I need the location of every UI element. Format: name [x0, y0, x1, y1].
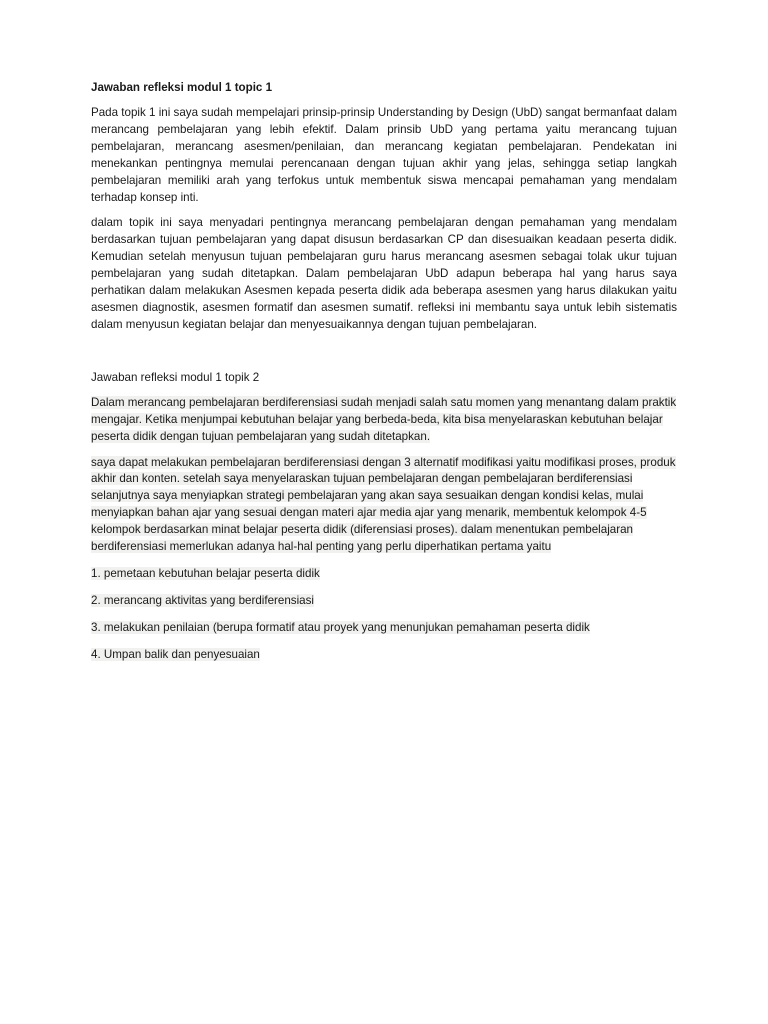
list-item-2-text: 2. merancang aktivitas yang berdiferensiasi [91, 593, 314, 607]
list-item-4-text: 4. Umpan balik dan penyesuaian [91, 647, 260, 661]
section2-paragraph-1-text: Dalam merancang pembelajaran berdiferensiasi sudah menjadi salah satu momen yang menantang dalam praktik mengajar. Ketika menjumpai kebutuhan belajar yang berbeda-beda, kita bisa menyelaraskan kebutuhan belajar peserta didik dengan tujuan pembelajaran yang sudah ditetapkan. [91, 395, 677, 443]
document-page [91, 79, 677, 673]
section2-heading: Jawaban refleksi modul 1 topik 2 [91, 370, 260, 384]
list-item-2 [91, 592, 677, 609]
section-spacer [91, 343, 677, 369]
list-item-3-text: 3. melakukan penilaian (berupa formatif atau proyek yang menunjukan pemahaman peserta didik [91, 620, 590, 634]
section1-paragraph-2: dalam topik ini saya menyadari pentingnya merancang pembelajaran dengan pemahaman yang mendalam berdasarkan tujuan pembelajaran yang dapat disusun berdasarkan CP dan disesuaikan keadaan peserta didik. Kemudian setelah menyusun tujuan pembelajaran guru harus merancang asesmen sebagai tolak ukur tujuan pembelajaran yang sudah ditetapkan. Dalam pembelajaran UbD adapun beberapa hal yang harus saya perhatikan dalam melakukan Asesmen kepada peserta didik ada beberapa asesmen yang harus dilakukan yaitu asesmen diagnostik, asesmen formatif dan asesmen sumatif. refleksi ini membantu saya untuk lebih sistematis dalam menyusun kegiatan belajar dan menyesuaikannya dengan tujuan pembelajaran. [91, 216, 677, 331]
list-item-1 [91, 565, 677, 582]
section2-paragraph-2-text: saya dapat melakukan pembelajaran berdiferensiasi dengan 3 alternatif modifikasi yaitu modifikasi proses, produk akhir dan konten. setelah saya menyelaraskan tujuan pembelajaran dengan pembelajaran berdiferensiasi selanjutnya saya menyiapkan strategi pembelajaran yang akan saya sesuaikan dengan kondisi kelas, mulai menyiapkan bahan ajar yang sesuai dengan materi ajar media ajar yang menarik, membentuk kelompok 4-5 kelompok berdasarkan minat belajar peserta didik (diferensiasi proses). dalam menentukan pembelajaran berdiferensiasi memerlukan adanya hal-hal penting yang perlu diperhatikan pertama yaitu [91, 455, 676, 554]
section2-paragraph-1 [91, 395, 677, 446]
list-item-3 [91, 619, 677, 636]
list-item-4 [91, 646, 677, 663]
section2-paragraph-2 [91, 455, 677, 556]
section1-heading: Jawaban refleksi modul 1 topic 1 [91, 81, 273, 94]
list-item-1-text: 1. pemetaan kebutuhan belajar peserta didik [91, 566, 320, 580]
section1-paragraph-1: Pada topik 1 ini saya sudah mempelajari prinsip-prinsip Understanding by Design (UbD) sangat bermanfaat dalam merancang pembelajaran yang lebih efektif. Dalam prinsib UbD yang pertama yaitu merancang tujuan pembelajaran, merancang asesmen/penilaian, dan merancang kegiatan pembelajaran. Pendekatan ini menekankan pentingnya memulai perencanaan dengan tujuan akhir yang jelas, sehingga setiap langkah pembelajaran memiliki arah yang terfokus untuk membentuk siswa mencapai pemahaman yang mendalam terhadap konsep inti. [91, 106, 677, 204]
